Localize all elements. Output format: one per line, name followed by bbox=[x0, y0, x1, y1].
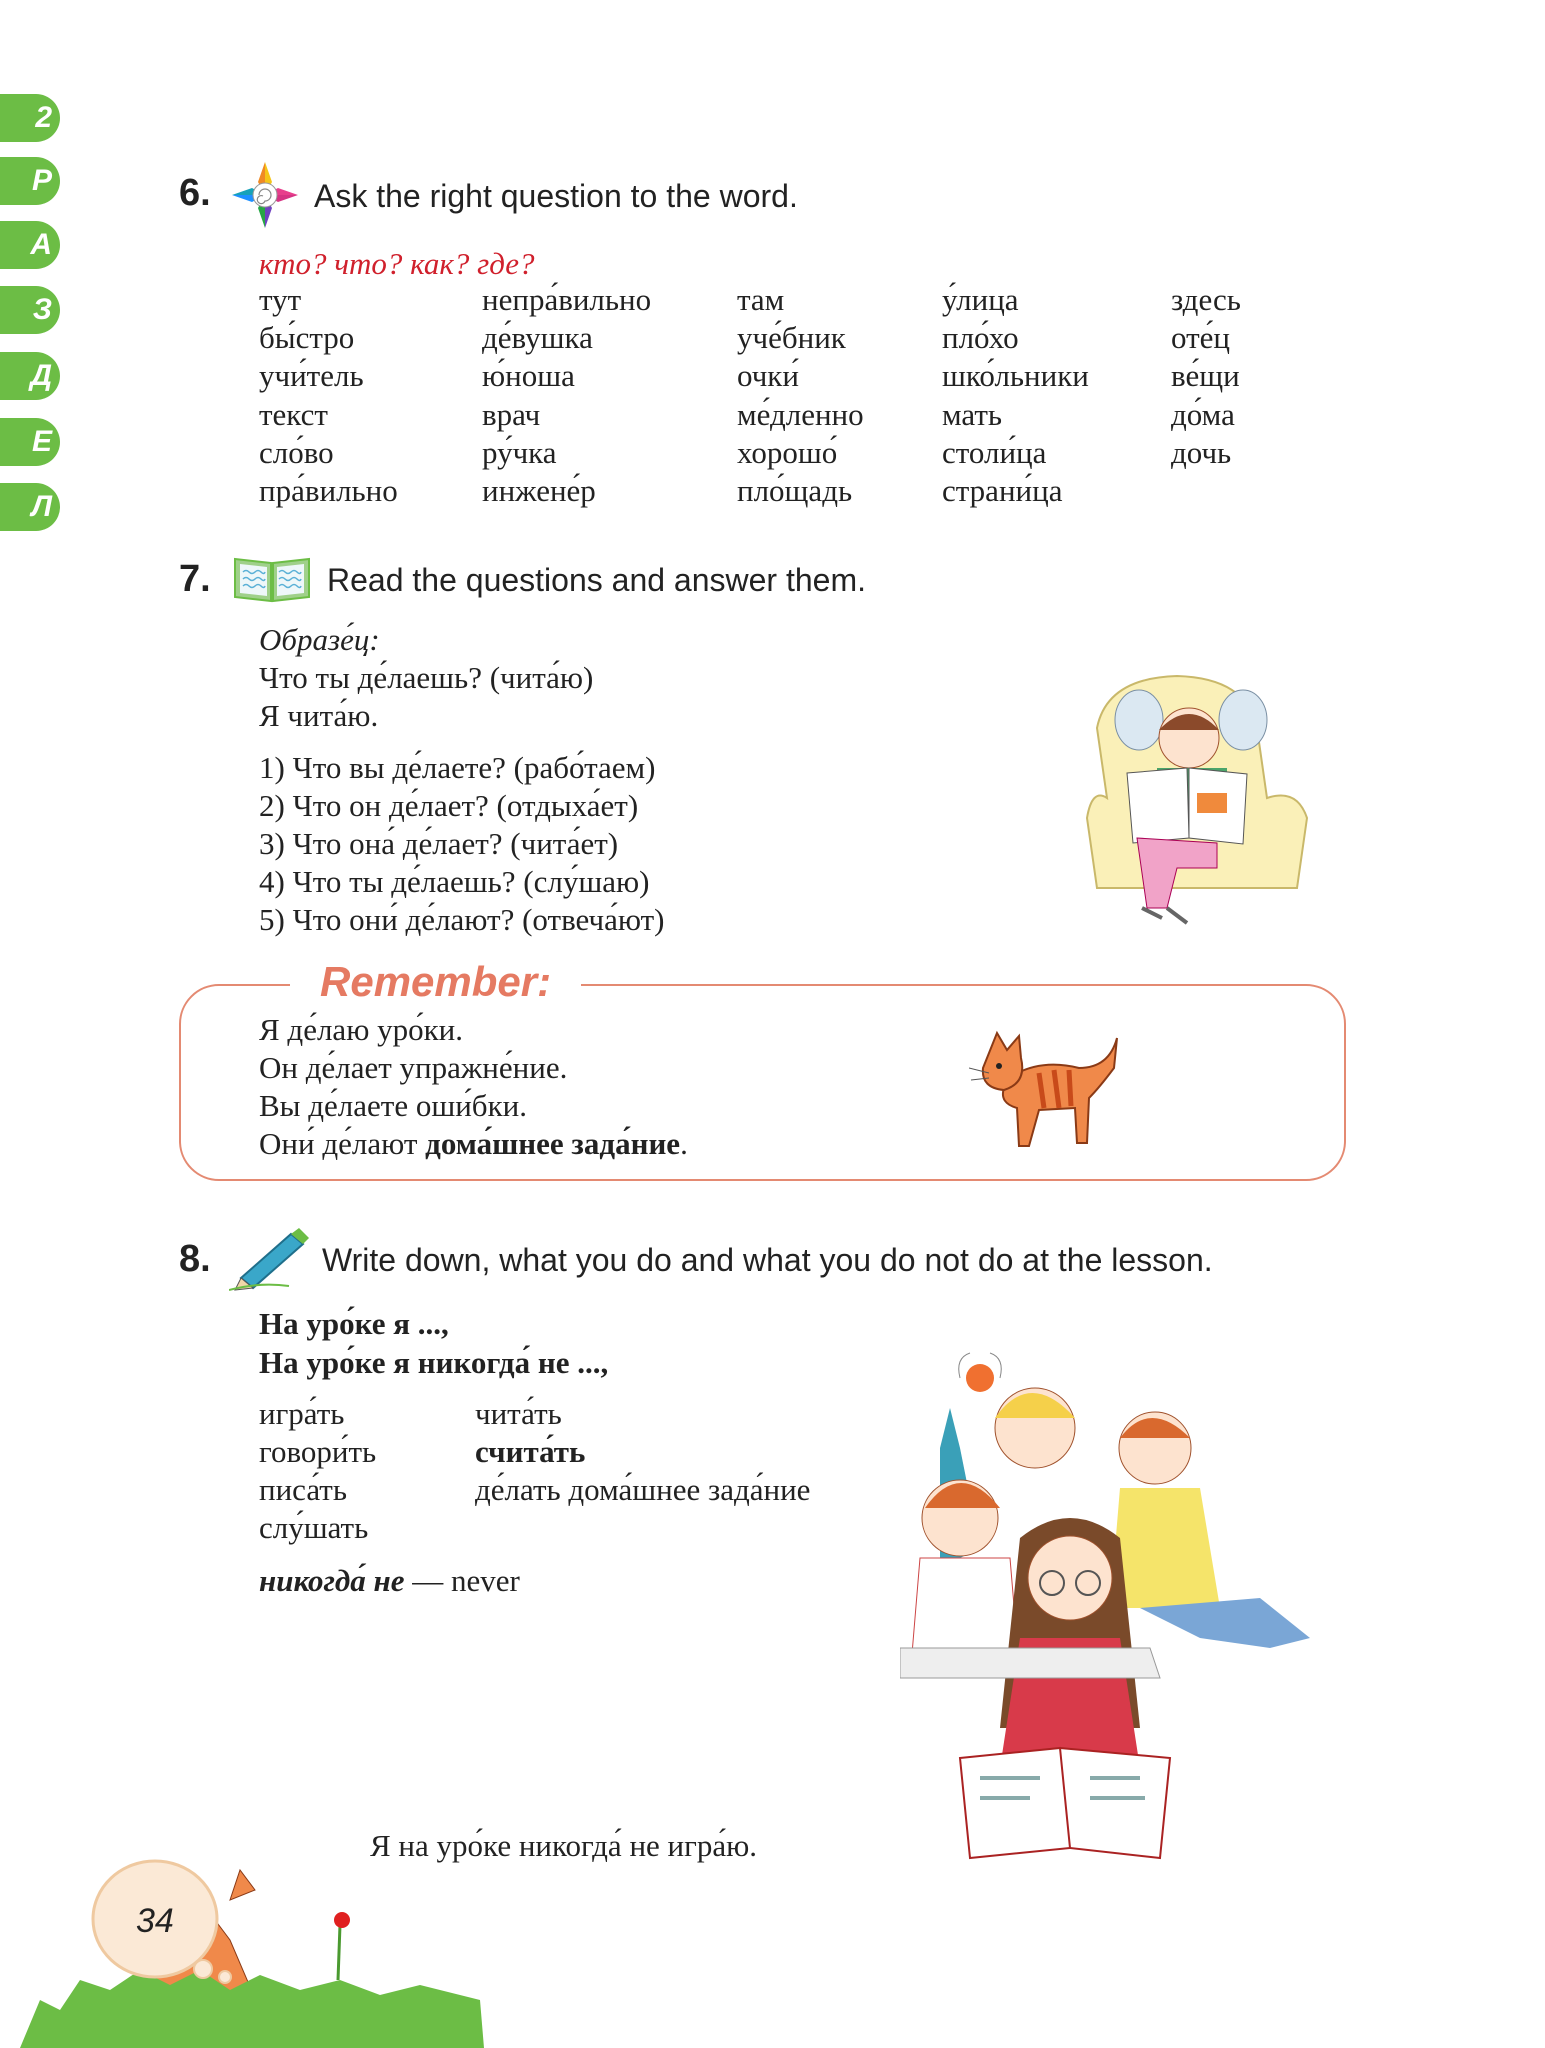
question-item: 1) Что вы де́лаете? (рабо́таем) bbox=[259, 750, 656, 785]
page-number: 34 bbox=[136, 1902, 174, 1940]
gloss bbox=[259, 1565, 520, 1596]
word: де́вушка bbox=[482, 320, 593, 356]
remember-bold-text: дома́шнее зада́ние bbox=[425, 1126, 681, 1161]
remember-title: Remember: bbox=[290, 958, 581, 1006]
remember-text: Они́ де́лают bbox=[259, 1126, 426, 1161]
word: оте́ц bbox=[1171, 320, 1230, 356]
question-item: 2) Что он де́лает? (отдыха́ет) bbox=[259, 788, 639, 823]
word: здесь bbox=[1171, 282, 1241, 317]
word: у́лица bbox=[942, 282, 1019, 317]
word: ме́дленно bbox=[737, 396, 864, 432]
verb: писа́ть bbox=[259, 1472, 347, 1507]
side-tab: З bbox=[0, 286, 60, 334]
word: пло́щадь bbox=[737, 473, 853, 508]
word: тут bbox=[259, 282, 302, 317]
pattern-line: На уро́ке я ..., bbox=[259, 1306, 449, 1341]
gloss-ru: никогда́ не bbox=[259, 1563, 405, 1598]
verb: слу́шать bbox=[259, 1510, 369, 1545]
side-tab: А bbox=[0, 221, 60, 269]
verb: чита́ть bbox=[475, 1396, 562, 1431]
girl-reading-illustration bbox=[1067, 668, 1329, 936]
word: пло́хо bbox=[942, 320, 1019, 356]
exercise-instruction: Ask the right question to the word. bbox=[314, 178, 798, 214]
question-words: кто? что? как? где? bbox=[259, 246, 535, 281]
sample-answer: Я чита́ю. bbox=[259, 698, 379, 733]
word: непра́вильно bbox=[482, 282, 652, 317]
exercise-instruction: Read the questions and answer them. bbox=[327, 562, 866, 598]
word: дочь bbox=[1171, 434, 1232, 470]
side-tab: Л bbox=[0, 483, 60, 531]
word: пра́вильно bbox=[259, 473, 398, 508]
remember-line: Я де́лаю уро́ки. bbox=[259, 1012, 463, 1047]
example-sentence: Я на уро́ке никогда́ не игра́ю. bbox=[370, 1828, 758, 1863]
kids-classroom-illustration bbox=[900, 1348, 1330, 1860]
remember-line: Вы де́лаете оши́бки. bbox=[259, 1088, 527, 1123]
word: до́ма bbox=[1171, 396, 1235, 432]
remember-line: Он де́лает упражне́ние. bbox=[259, 1050, 568, 1085]
sample-question: Что ты де́лаешь? (чита́ю) bbox=[259, 660, 594, 695]
grass-cat-decoration bbox=[0, 1850, 500, 2048]
word: уче́бник bbox=[737, 320, 846, 356]
word: учи́тель bbox=[259, 358, 364, 394]
exercise-number: 6. bbox=[179, 172, 211, 214]
pen-icon bbox=[229, 1226, 309, 1292]
exercise-number: 8. bbox=[179, 1238, 211, 1280]
sample-label: Образе́ц: bbox=[259, 622, 380, 657]
star-compass-icon bbox=[232, 162, 298, 228]
question-item: 3) Что она́ де́лает? (чита́ет) bbox=[259, 826, 619, 861]
word: сло́во bbox=[259, 434, 334, 470]
exercise-number: 7. bbox=[179, 558, 211, 600]
pattern-line: На уро́ке я никогда́ не ..., bbox=[259, 1345, 609, 1380]
word: шко́льники bbox=[942, 358, 1089, 394]
word: врач bbox=[482, 396, 541, 432]
word: бы́стро bbox=[259, 320, 355, 356]
word: ве́щи bbox=[1171, 358, 1240, 394]
remember-line bbox=[259, 1128, 688, 1159]
word: очки́ bbox=[737, 358, 799, 394]
open-book-icon bbox=[233, 555, 311, 603]
cat-illustration bbox=[969, 1028, 1119, 1152]
question-item: 5) Что они́ де́лают? (отвеча́ют) bbox=[259, 902, 665, 937]
verb: де́лать дома́шнее зада́ние bbox=[475, 1472, 811, 1507]
word: столи́ца bbox=[942, 434, 1047, 470]
word: инжене́р bbox=[482, 473, 596, 508]
question-item: 4) Что ты де́лаешь? (слу́шаю) bbox=[259, 864, 650, 899]
exercise-instruction: Write down, what you do and what you do not do at the lesson. bbox=[322, 1242, 1213, 1278]
word: текст bbox=[259, 396, 328, 432]
word: мать bbox=[942, 396, 1003, 432]
side-tab: 2 bbox=[0, 94, 60, 142]
word: там bbox=[737, 282, 785, 317]
side-tab: Р bbox=[0, 157, 60, 205]
side-tab: Д bbox=[0, 352, 60, 400]
word: ру́чка bbox=[482, 434, 557, 470]
verb: игра́ть bbox=[259, 1396, 345, 1431]
side-tab: Е bbox=[0, 418, 60, 466]
verb: говори́ть bbox=[259, 1434, 377, 1469]
remember-text: . bbox=[680, 1126, 688, 1161]
verb: счита́ть bbox=[475, 1434, 586, 1469]
word: страни́ца bbox=[942, 473, 1063, 508]
word: хорошо́ bbox=[737, 434, 838, 470]
word: ю́ноша bbox=[482, 358, 575, 394]
gloss-en: — never bbox=[404, 1563, 520, 1598]
